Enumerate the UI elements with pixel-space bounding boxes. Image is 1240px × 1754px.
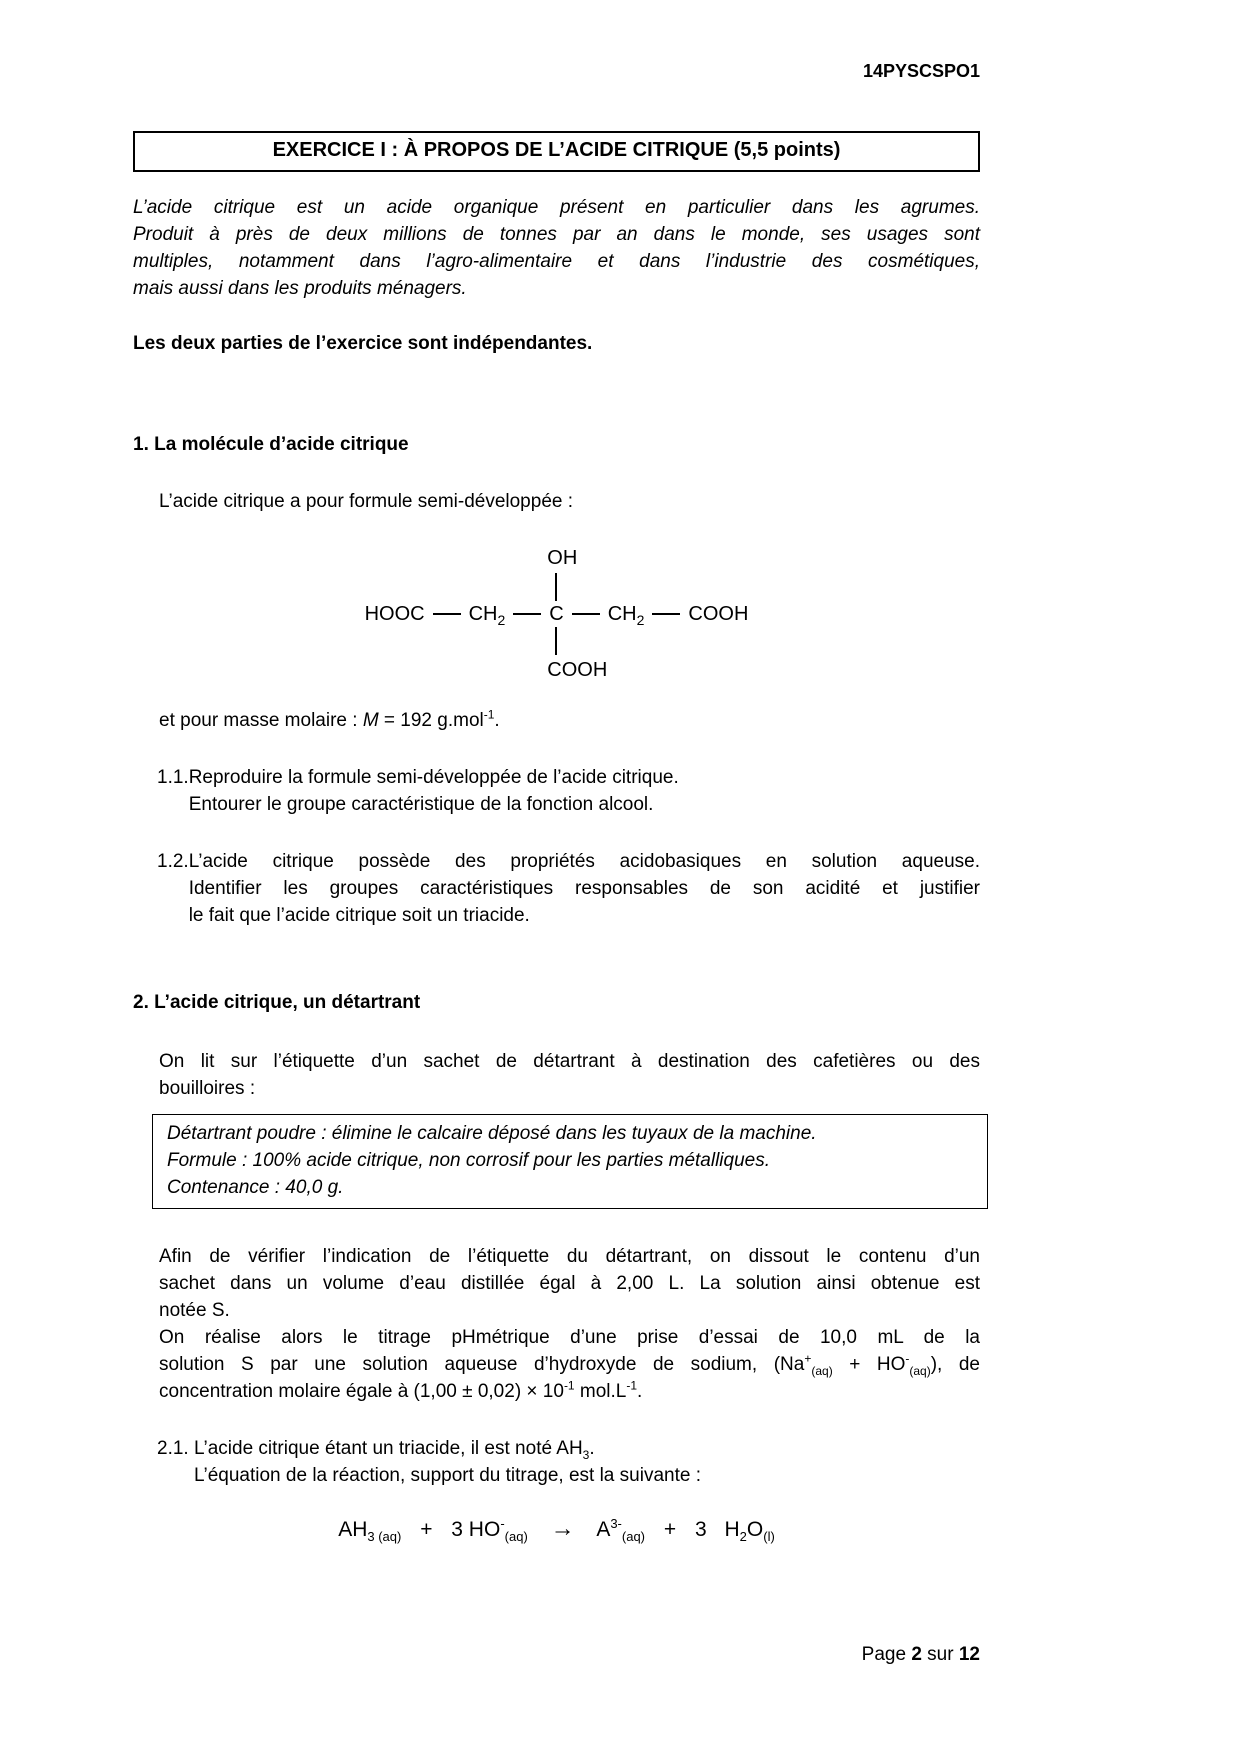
exercise-title-box	[133, 131, 980, 172]
label-box-line: Contenance : 40,0 g.	[167, 1177, 344, 1198]
ch-subscript: 2	[636, 612, 645, 628]
state-subscript: (aq)	[621, 1529, 646, 1545]
question-body	[189, 848, 980, 929]
molar-mass-period: .	[494, 710, 500, 731]
cooh-right-group: COOH	[688, 603, 749, 625]
titration-paragraph	[159, 1243, 980, 1405]
question-line: L’équation de la réaction, support du titrage, est la suivante :	[193, 1465, 701, 1486]
question-1-2	[157, 848, 980, 929]
exponent: -1	[563, 1378, 575, 1393]
intro-line: Produit à près de deux millions de tonnes par an dans le monde, ses usages sont	[133, 224, 980, 245]
text-segment: + HO	[832, 1354, 906, 1375]
reaction-arrow-icon: →	[550, 1515, 575, 1542]
central-carbon-group	[547, 547, 608, 681]
exercise-title: EXERCICE I : À PROPOS DE L’ACIDE CITRIQUE (5,5 points)	[272, 139, 841, 161]
hooc-left-group: HOOC	[364, 603, 425, 625]
question-line: Entourer le groupe caractéristique de la fonction alcool.	[188, 794, 654, 815]
exponent: -1	[626, 1378, 638, 1393]
question-2-1	[157, 1435, 980, 1489]
label-box-line: Détartrant poudre : élimine le calcaire déposé dans les tuyaux de la machine.	[167, 1123, 817, 1144]
text-segment: AH	[338, 1518, 368, 1541]
species-ah3	[338, 1518, 402, 1545]
text-segment: 3 HO	[451, 1518, 501, 1541]
species-water	[724, 1518, 775, 1545]
molar-mass-symbol: M	[362, 710, 379, 731]
of-word: sur	[927, 1644, 954, 1665]
question-line	[194, 1435, 980, 1462]
formula-subscript: 2	[739, 1529, 747, 1545]
molar-mass-line	[159, 707, 980, 734]
bond	[572, 613, 600, 615]
label-box-line: Formule : 100% acide citrique, non corrosif pour les parties métalliques.	[167, 1150, 771, 1171]
document-code: 14PYSCSPO1	[862, 61, 980, 81]
bond	[513, 613, 541, 615]
state-subscript: 3 (aq)	[367, 1529, 402, 1545]
text-segment: H	[724, 1518, 740, 1541]
titration-equation	[133, 1515, 980, 1543]
text-segment: .	[637, 1381, 643, 1402]
central-carbon: C	[549, 603, 564, 625]
text-segment: concentration molaire égale à (1,00 ± 0,02) × 10	[159, 1381, 564, 1402]
label-intro-line: On lit sur l’étiquette d’un sachet de détartrant à destination des cafetières ou des	[159, 1051, 980, 1072]
intro-line: multiples, notamment dans l’agro-alimentaire et dans l’industrie des cosmétiques,	[133, 251, 980, 272]
intro-line: mais aussi dans les produits ménagers.	[133, 278, 467, 299]
question-line: L’acide citrique possède des propriétés acidobasiques en solution aqueuse.	[188, 851, 980, 872]
question-line: Identifier les groupes caractéristiques responsables de son acidité et justifier	[188, 878, 980, 899]
page-number: 2	[911, 1644, 922, 1665]
question-number: 1.2.	[157, 851, 189, 872]
text-segment: ), de	[930, 1354, 981, 1375]
detartrant-label-box	[152, 1114, 988, 1209]
text-segment: L’acide citrique étant un triacide, il est noté AH	[193, 1438, 583, 1459]
page-word: Page	[861, 1644, 907, 1665]
question-1-1	[157, 764, 980, 818]
text-segment: .	[589, 1438, 595, 1459]
bond	[652, 613, 680, 615]
bond	[555, 573, 557, 601]
charge-superscript: -	[905, 1351, 910, 1366]
question-number: 2.1.	[157, 1438, 194, 1459]
question-body	[194, 1435, 980, 1489]
bond	[433, 613, 461, 615]
ch2-right-group	[608, 601, 645, 627]
charge-superscript: +	[804, 1351, 812, 1366]
question-line: Reproduire la formule semi-développée de l’acide citrique.	[188, 767, 679, 788]
formula-subscript: 3	[582, 1447, 590, 1462]
paragraph-line: On réalise alors le titrage pHmétrique d’une prise d’essai de 10,0 mL de la	[159, 1327, 980, 1348]
paragraph-line: Afin de vérifier l’indication de l’étiquette du détartrant, on dissout le contenu d’un	[159, 1246, 980, 1267]
bond	[555, 627, 557, 655]
formula-intro: L’acide citrique a pour formule semi-développée :	[159, 491, 574, 512]
ch-subscript: 2	[497, 612, 506, 628]
intro-line: L’acide citrique est un acide organique présent en particulier dans les agrumes.	[133, 197, 980, 218]
state-subscript: (aq)	[811, 1363, 833, 1378]
concentration-line	[159, 1378, 980, 1405]
molar-mass-value: = 192 g.mol	[378, 710, 484, 731]
section-2-heading: 2. L’acide citrique, un détartrant	[133, 992, 421, 1013]
ch-label: CH	[468, 603, 498, 625]
intro-paragraph	[133, 194, 980, 302]
coefficient: 3	[694, 1518, 707, 1541]
page-footer	[862, 1641, 980, 1668]
section-1-heading: 1. La molécule d’acide citrique	[133, 434, 409, 455]
text-segment: O	[746, 1518, 764, 1541]
plus-sign: +	[420, 1518, 433, 1541]
total-pages: 12	[958, 1644, 980, 1665]
molar-mass-exponent: -1	[483, 707, 495, 722]
oh-group: OH	[547, 547, 578, 569]
text-segment: A	[596, 1518, 611, 1541]
charge-superscript: -	[500, 1516, 505, 1531]
state-subscript: (aq)	[504, 1529, 528, 1545]
label-intro-line: bouilloires :	[159, 1078, 256, 1099]
species-citrate	[596, 1516, 646, 1545]
independence-note: Les deux parties de l’exercice sont indépendantes.	[133, 333, 593, 354]
text-segment: solution S par une solution aqueuse d’hydroxyde de sodium, (Na	[159, 1354, 805, 1375]
ch2-left-group	[469, 601, 506, 627]
question-body	[189, 764, 980, 818]
state-subscript: (aq)	[909, 1363, 931, 1378]
charge-superscript: 3-	[610, 1516, 622, 1531]
molar-mass-prefix: et pour masse molaire :	[159, 710, 363, 731]
state-subscript: (l)	[763, 1529, 775, 1545]
paragraph-line: notée S.	[159, 1300, 230, 1321]
question-number: 1.1.	[157, 767, 189, 788]
label-intro-paragraph	[159, 1048, 980, 1102]
text-segment: mol.L	[574, 1381, 627, 1402]
paragraph-line: sachet dans un volume d’eau distillée égal à 2,00 L. La solution ainsi obtenue est	[159, 1273, 980, 1294]
cooh-bottom-group: COOH	[547, 659, 608, 681]
plus-sign: +	[663, 1518, 677, 1541]
ch-label: CH	[607, 603, 637, 625]
sodium-hydroxide-line	[159, 1351, 980, 1378]
species-hydroxide	[451, 1516, 528, 1545]
citric-acid-structure	[133, 547, 980, 681]
question-line: le fait que l’acide citrique soit un triacide.	[188, 905, 530, 926]
